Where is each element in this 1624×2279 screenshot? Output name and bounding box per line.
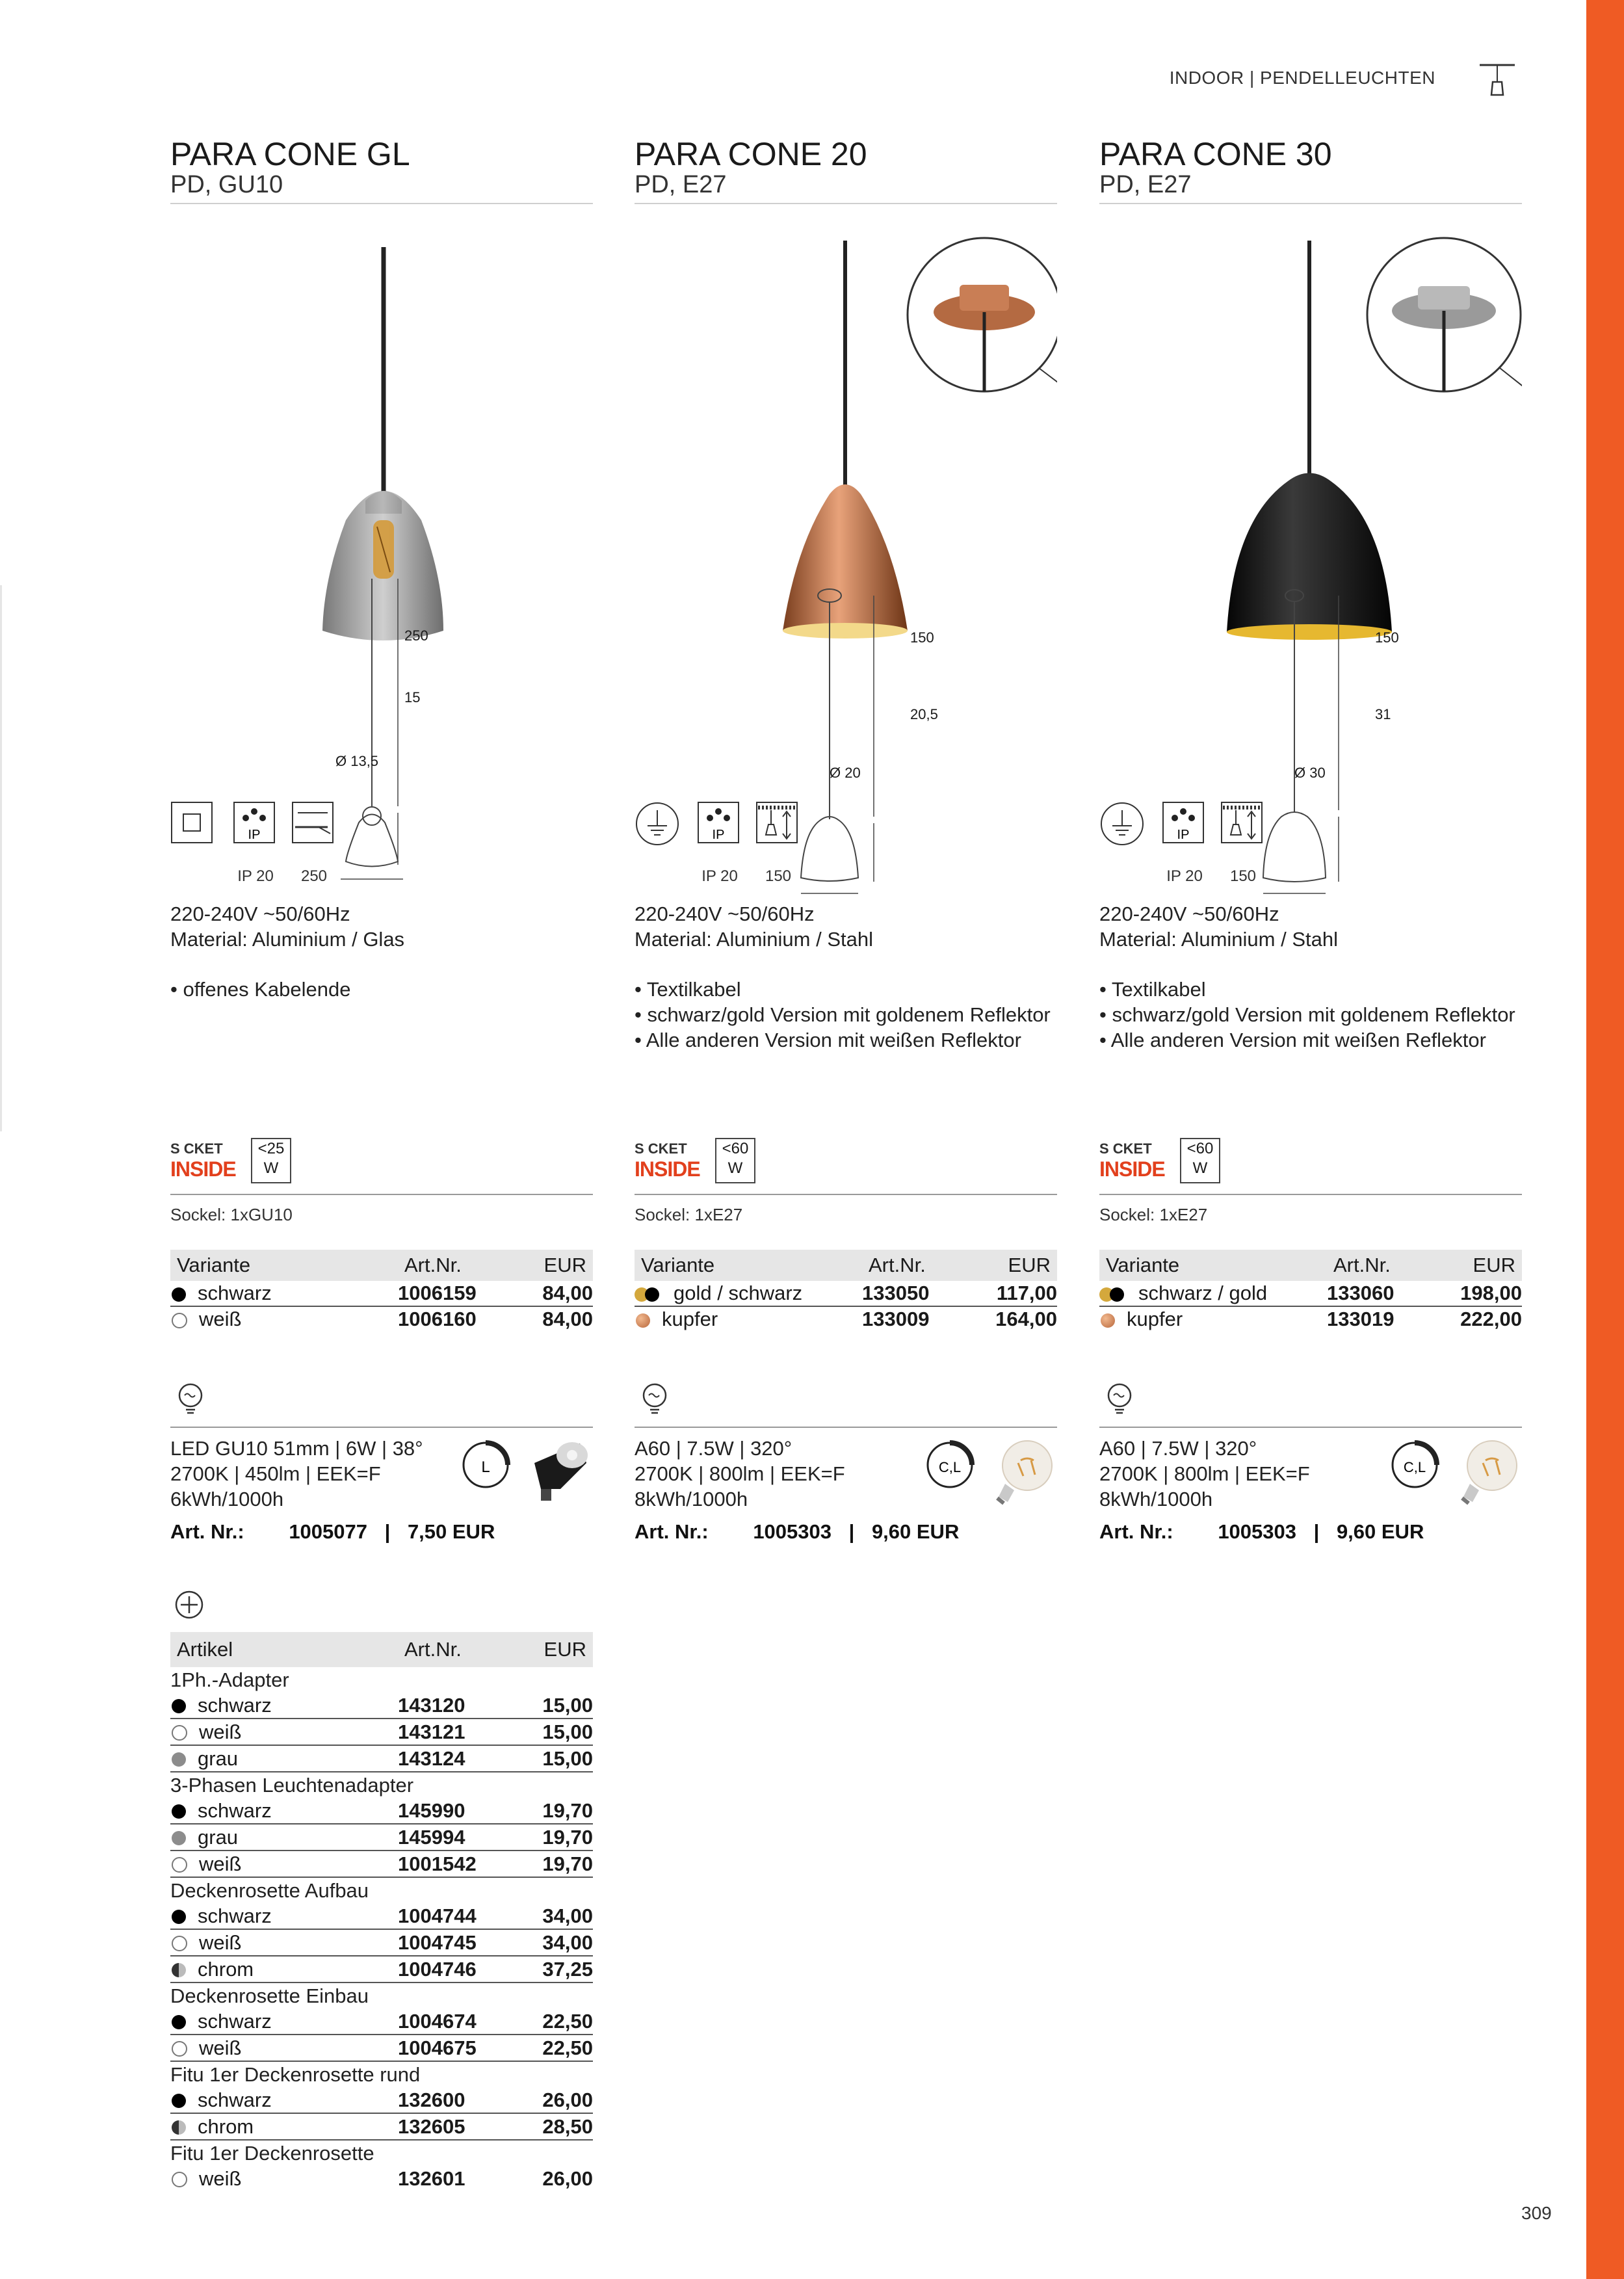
bulb-section-2 xyxy=(635,0,1057,2279)
bulb-spec xyxy=(1099,1436,1310,1512)
variant-name: schwarz xyxy=(198,1282,272,1304)
gu10-lamp-image xyxy=(521,1437,593,1508)
item-price: 15,00 xyxy=(512,1719,593,1745)
watt-unit: W xyxy=(727,1159,743,1177)
col-eur: EUR xyxy=(1431,1250,1522,1281)
dim-shade: 15 xyxy=(404,689,421,705)
item-name: grau xyxy=(198,1746,239,1770)
bulb-article xyxy=(170,1520,495,1544)
item-price: 34,00 xyxy=(512,1903,593,1929)
item-name: chrom xyxy=(198,1957,254,1981)
bulb-spec-line: 2700K | 800lm | EEK=F xyxy=(1099,1462,1310,1485)
bulb-spec-line: A60 | 7.5W | 320° xyxy=(1099,1437,1257,1460)
variant-name: kupfer xyxy=(1127,1308,1183,1330)
product-subtitle: PD, E27 xyxy=(1099,171,1192,198)
divider xyxy=(1099,1427,1522,1428)
item-price: 28,50 xyxy=(512,2113,593,2140)
variant-art: 1006159 xyxy=(398,1281,512,1306)
bulb-spec-line: 2700K | 450lm | EEK=F xyxy=(170,1462,381,1485)
group-row xyxy=(170,1877,593,1903)
dimmable-icon xyxy=(924,1440,975,1490)
color-swatch-black xyxy=(172,2015,186,2029)
color-swatch-white xyxy=(172,1857,187,1873)
item-price: 22,50 xyxy=(512,2035,593,2061)
variant-art: 133050 xyxy=(862,1281,966,1306)
filament-bulb-image xyxy=(1450,1437,1522,1508)
spec-voltage: 220-240V ~50/60Hz xyxy=(170,902,350,925)
accessories-table xyxy=(170,1632,593,2191)
color-swatch-black xyxy=(172,1910,186,1924)
item-price: 26,00 xyxy=(512,2087,593,2113)
variant-name: kupfer xyxy=(662,1308,718,1330)
bulb-spec-line: 8kWh/1000h xyxy=(1099,1488,1213,1510)
max-watt: <25 xyxy=(257,1140,285,1157)
color-swatch-chrome xyxy=(172,1963,186,1977)
product-subtitle: PD, E27 xyxy=(635,171,727,198)
bulb-article xyxy=(1099,1520,1424,1544)
ip-label: IP 20 xyxy=(1166,867,1203,885)
item-name: weiß xyxy=(199,1720,242,1743)
group-name: 1Ph.-Adapter xyxy=(170,1668,289,1691)
bulb-article xyxy=(635,1520,959,1544)
ip-label: IP 20 xyxy=(701,867,738,885)
bulb-spec xyxy=(635,1436,845,1512)
product-subtitle: PD, GU10 xyxy=(170,171,283,198)
group-row xyxy=(170,1667,593,1693)
col-artnr: Art.Nr. xyxy=(862,1250,966,1281)
variant-art: 133060 xyxy=(1327,1281,1431,1306)
socket-logo-top: S CKET xyxy=(170,1140,223,1157)
section-header: INDOOR | PENDELLEUCHTEN xyxy=(1169,68,1435,88)
bullet-item: • Textilkabel xyxy=(635,978,741,1001)
item-art: 145990 xyxy=(398,1798,512,1824)
group-name: Fitu 1er Deckenrosette rund xyxy=(170,2062,421,2086)
socket-logo-bottom: INSIDE xyxy=(635,1157,700,1181)
color-swatch-white xyxy=(172,2041,187,2057)
item-name: weiß xyxy=(199,1852,242,1875)
item-art: 1004745 xyxy=(398,1929,512,1956)
item-price: 22,50 xyxy=(512,2009,593,2035)
table-row xyxy=(170,1956,593,1983)
dim-shade: 31 xyxy=(1375,706,1391,722)
table-row xyxy=(170,1719,593,1745)
table-row xyxy=(170,2009,593,2035)
bullet-item: • schwarz/gold Version mit goldenem Reflektor xyxy=(1099,1003,1515,1026)
item-name: chrom xyxy=(198,2114,254,2138)
item-art: 1004746 xyxy=(398,1956,512,1983)
art-label: Art. Nr.: xyxy=(1099,1520,1173,1543)
spec-material: Material: Aluminium / Glas xyxy=(170,928,405,951)
dim-shade: 20,5 xyxy=(910,706,938,722)
dim-diameter: Ø 30 xyxy=(1294,765,1326,781)
color-swatch-white xyxy=(172,1725,187,1741)
group-name: Deckenrosette Einbau xyxy=(170,1984,369,2007)
group-row xyxy=(170,1772,593,1798)
divider xyxy=(170,1427,593,1428)
bulb-art-number: 1005303 xyxy=(1218,1520,1296,1543)
bullet-item: • Textilkabel xyxy=(1099,978,1206,1001)
item-price: 26,00 xyxy=(542,2167,593,2190)
art-label: Art. Nr.: xyxy=(635,1520,709,1543)
item-price: 19,70 xyxy=(512,1798,593,1824)
item-art: 132600 xyxy=(398,2087,512,2113)
sockel-info: Sockel: 1xE27 xyxy=(635,1205,743,1224)
col-artnr: Art.Nr. xyxy=(398,1250,512,1281)
variant-price: 198,00 xyxy=(1431,1281,1522,1306)
svg-text:C,L: C,L xyxy=(1403,1459,1426,1475)
dim-diameter: Ø 13,5 xyxy=(335,753,379,769)
table-row xyxy=(170,1693,593,1719)
bulb-price: 7,50 EUR xyxy=(407,1520,495,1543)
bulb-spec-line: 6kWh/1000h xyxy=(170,1488,284,1510)
socket-logo-bottom: INSIDE xyxy=(170,1157,236,1181)
item-art: 1004674 xyxy=(398,2009,512,2035)
color-swatch-grey xyxy=(172,1752,186,1767)
spec-voltage: 220-240V ~50/60Hz xyxy=(1099,902,1279,925)
socket-logo-top: S CKET xyxy=(1099,1140,1152,1157)
item-price: 15,00 xyxy=(512,1745,593,1772)
item-name: schwarz xyxy=(198,1798,272,1822)
dim-height: 250 xyxy=(404,627,428,644)
item-name: grau xyxy=(198,1825,239,1849)
item-price: 37,25 xyxy=(512,1956,593,1983)
svg-text:IP: IP xyxy=(1177,828,1190,842)
page-edge-mark xyxy=(0,585,2,1131)
item-name: weiß xyxy=(199,1930,242,1954)
color-swatch-black xyxy=(172,1804,186,1819)
bulb-icon xyxy=(640,1382,670,1415)
spec-material: Material: Aluminium / Stahl xyxy=(635,928,873,951)
svg-text:C,L: C,L xyxy=(938,1459,962,1475)
variant-art: 1006160 xyxy=(398,1308,477,1330)
variant-price: 84,00 xyxy=(512,1281,593,1306)
group-name: Fitu 1er Deckenrosette xyxy=(170,2141,374,2165)
table-row xyxy=(170,1798,593,1824)
variant-name: weiß xyxy=(199,1308,242,1330)
table-row xyxy=(170,2166,593,2191)
variant-art: 133009 xyxy=(862,1308,930,1330)
product-title: PARA CONE 20 xyxy=(635,136,867,172)
bulb-spec-line: 2700K | 800lm | EEK=F xyxy=(635,1462,845,1485)
divider xyxy=(635,1427,1057,1428)
dimmable-icon xyxy=(1389,1440,1440,1490)
item-art: 143121 xyxy=(398,1719,512,1745)
table-row xyxy=(170,2035,593,2061)
color-swatch-white xyxy=(172,1936,187,1951)
bulb-spec-line: 8kWh/1000h xyxy=(635,1488,748,1510)
group-name: 3-Phasen Leuchtenadapter xyxy=(170,1773,414,1797)
col-variante: Variante xyxy=(1099,1250,1327,1281)
height-label: 150 xyxy=(765,867,792,885)
item-art: 1004744 xyxy=(398,1903,512,1929)
col-artikel: Artikel xyxy=(170,1632,398,1667)
bullet-item: • Alle anderen Version mit weißen Reflektor xyxy=(635,1029,1021,1051)
color-swatch-black xyxy=(172,2094,186,2108)
item-name: schwarz xyxy=(198,1904,272,1927)
color-swatch-chrome xyxy=(172,2120,186,2135)
socket-logo-top: S CKET xyxy=(635,1140,687,1157)
bullet-item: • Alle anderen Version mit weißen Reflektor xyxy=(1099,1029,1486,1051)
bulb-art-number: 1005077 xyxy=(289,1520,367,1543)
sockel-info: Sockel: 1xGU10 xyxy=(170,1205,293,1224)
svg-text:L: L xyxy=(481,1458,490,1476)
item-name: schwarz xyxy=(198,2088,272,2111)
bulb-icon xyxy=(176,1382,205,1415)
orange-side-bar xyxy=(1586,0,1624,2279)
item-art: 1001542 xyxy=(398,1851,512,1877)
group-row xyxy=(170,2061,593,2087)
bulb-price: 9,60 EUR xyxy=(1336,1520,1424,1543)
col-variante: Variante xyxy=(170,1250,398,1281)
item-art: 1004675 xyxy=(398,2035,512,2061)
variant-price: 84,00 xyxy=(542,1308,593,1330)
table-row xyxy=(170,2087,593,2113)
spec-material: Material: Aluminium / Stahl xyxy=(1099,928,1338,951)
item-price: 34,00 xyxy=(512,1929,593,1956)
variant-price: 222,00 xyxy=(1460,1308,1522,1330)
socket-logo-bottom: INSIDE xyxy=(1099,1157,1165,1181)
col-artnr: Art.Nr. xyxy=(1327,1250,1431,1281)
bulb-spec xyxy=(170,1436,423,1512)
col-eur: EUR xyxy=(966,1250,1057,1281)
variant-name: gold / schwarz xyxy=(674,1282,803,1304)
dim-diameter: Ø 20 xyxy=(830,765,861,781)
ip-label: IP 20 xyxy=(237,867,274,885)
table-row xyxy=(170,2113,593,2140)
filament-bulb-image xyxy=(986,1437,1057,1508)
color-swatch-black xyxy=(172,1699,186,1713)
art-label: Art. Nr.: xyxy=(170,1520,244,1543)
item-art: 132601 xyxy=(398,2167,465,2190)
max-watt: <60 xyxy=(722,1140,749,1157)
group-row xyxy=(170,1983,593,2009)
table-row xyxy=(170,1851,593,1877)
svg-text:IP: IP xyxy=(248,828,261,842)
table-row xyxy=(170,1824,593,1851)
item-art: 143120 xyxy=(398,1693,512,1719)
product-title: PARA CONE GL xyxy=(170,136,410,172)
dim-height: 150 xyxy=(1375,629,1399,646)
variant-name: schwarz / gold xyxy=(1138,1282,1268,1304)
svg-text:IP: IP xyxy=(712,828,725,842)
item-price: 19,70 xyxy=(512,1824,593,1851)
variant-art: 133019 xyxy=(1327,1308,1395,1330)
col-eur: EUR xyxy=(512,1632,593,1667)
table-row xyxy=(170,1903,593,1929)
table-row xyxy=(170,1929,593,1956)
item-art: 143124 xyxy=(398,1745,512,1772)
table-row xyxy=(170,1745,593,1772)
group-row xyxy=(170,2140,593,2166)
col-artnr: Art.Nr. xyxy=(398,1632,512,1667)
item-name: schwarz xyxy=(198,1693,272,1717)
item-art: 132605 xyxy=(398,2113,512,2140)
bulb-art-number: 1005303 xyxy=(753,1520,832,1543)
bulb-section-3 xyxy=(1099,0,1522,2279)
watt-unit: W xyxy=(263,1159,279,1177)
separator: | xyxy=(384,1520,391,1543)
color-swatch-grey xyxy=(172,1831,186,1845)
group-name: Deckenrosette Aufbau xyxy=(170,1878,369,1902)
separator: | xyxy=(1313,1520,1320,1543)
bulb-spec-line: LED GU10 51mm | 6W | 38° xyxy=(170,1437,423,1460)
sockel-info: Sockel: 1xE27 xyxy=(1099,1205,1208,1224)
dimmable-icon xyxy=(460,1440,511,1490)
bullet-item: • schwarz/gold Version mit goldenem Reflektor xyxy=(635,1003,1051,1026)
color-swatch-white xyxy=(172,2172,187,2187)
item-name: weiß xyxy=(199,2036,242,2059)
item-price: 15,00 xyxy=(512,1693,593,1719)
max-watt: <60 xyxy=(1186,1140,1214,1157)
watt-unit: W xyxy=(1192,1159,1208,1177)
variant-price: 164,00 xyxy=(995,1308,1057,1330)
plus-circle-icon xyxy=(174,1590,204,1620)
product-title: PARA CONE 30 xyxy=(1099,136,1332,172)
bulb-price: 9,60 EUR xyxy=(871,1520,960,1543)
bulb-spec-line: A60 | 7.5W | 320° xyxy=(635,1437,792,1460)
bulb-icon xyxy=(1105,1382,1134,1415)
bullet-item: • offenes Kabelende xyxy=(170,978,351,1001)
spec-voltage: 220-240V ~50/60Hz xyxy=(635,902,815,925)
col-eur: EUR xyxy=(512,1250,593,1281)
item-art: 145994 xyxy=(398,1824,512,1851)
item-name: weiß xyxy=(199,2167,242,2190)
col-variante: Variante xyxy=(635,1250,862,1281)
height-label: 150 xyxy=(1229,867,1257,885)
separator: | xyxy=(848,1520,855,1543)
dim-height: 150 xyxy=(910,629,934,646)
page-number: 309 xyxy=(1521,2203,1552,2223)
cable-label: 250 xyxy=(300,867,328,885)
item-name: schwarz xyxy=(198,2009,272,2033)
variant-price: 117,00 xyxy=(966,1281,1057,1306)
item-price: 19,70 xyxy=(512,1851,593,1877)
